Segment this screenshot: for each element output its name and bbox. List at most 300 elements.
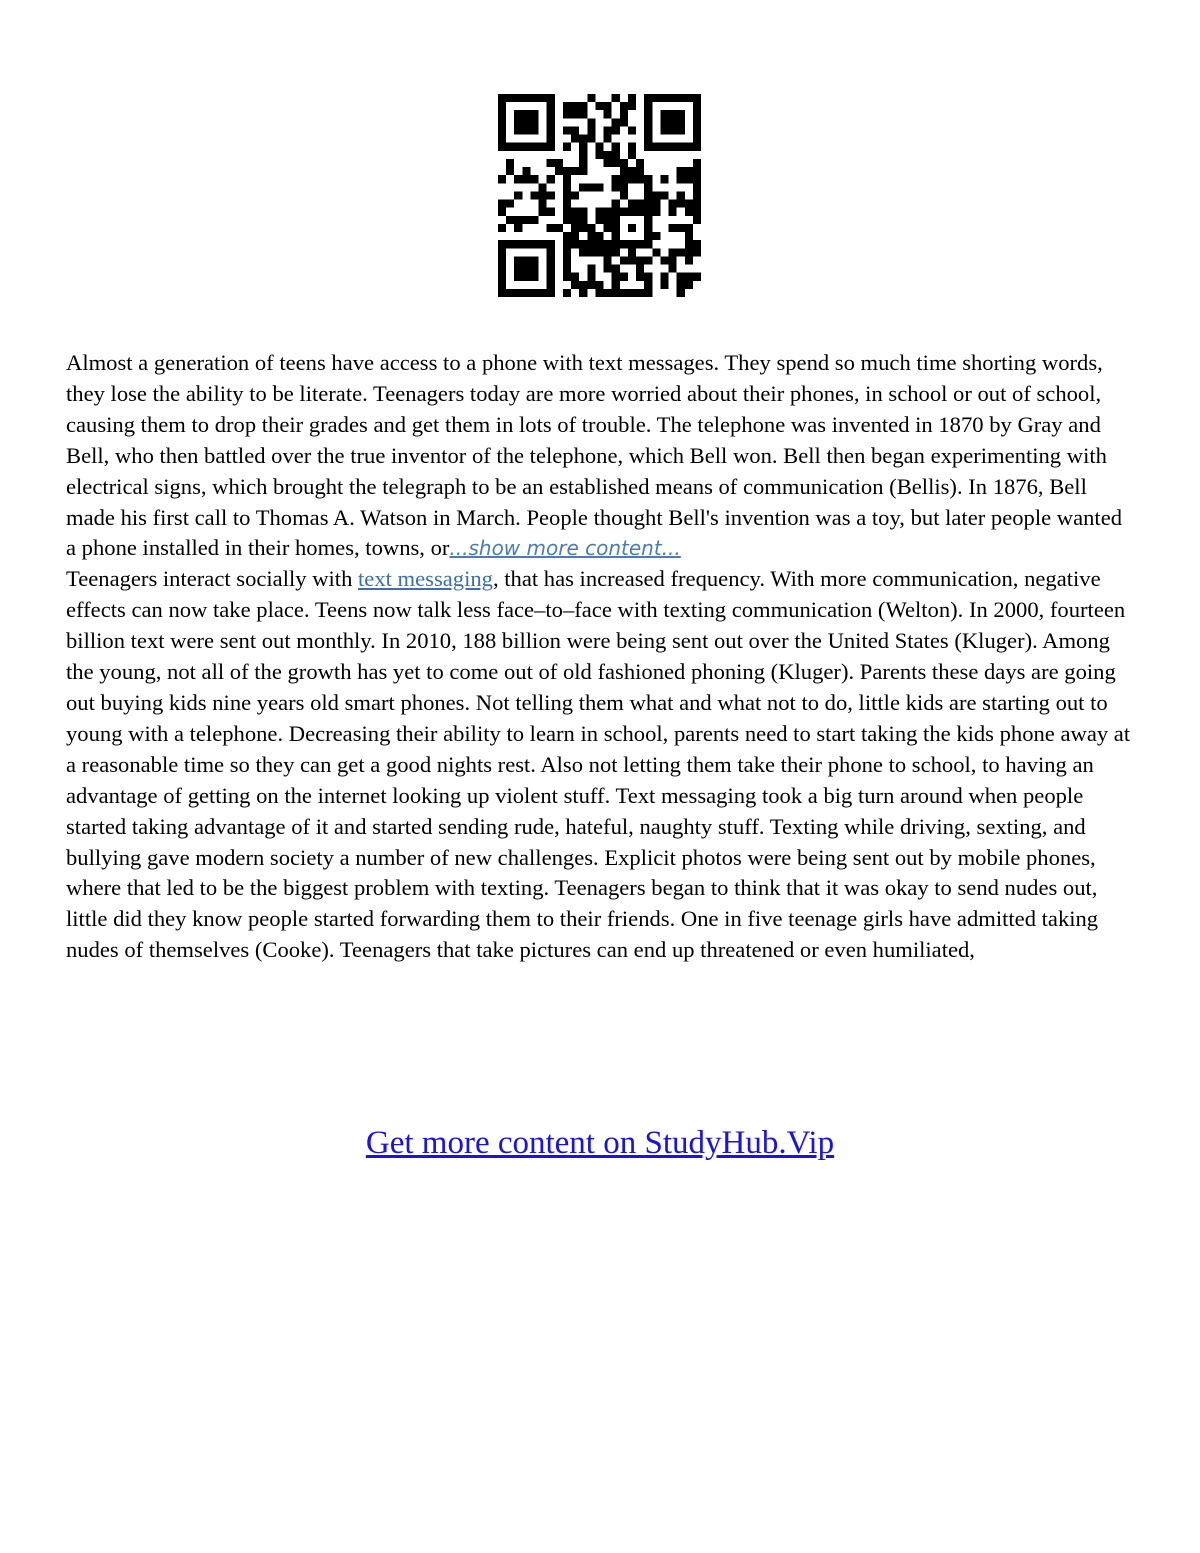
qr-module [604, 102, 612, 110]
qr-module [563, 248, 571, 256]
qr-module [547, 248, 555, 256]
qr-module [547, 102, 555, 110]
qr-module [677, 191, 685, 199]
qr-module [693, 183, 701, 191]
qr-module [644, 256, 652, 264]
qr-module [563, 208, 571, 216]
qr-module [644, 224, 652, 232]
qr-module [644, 240, 652, 248]
qr-module [539, 183, 547, 191]
show-more-content-link[interactable]: ...show more content... [449, 536, 681, 561]
qr-module [539, 200, 547, 208]
qr-module [669, 110, 677, 118]
qr-module [620, 102, 628, 110]
qr-module [595, 208, 603, 216]
qr-module [563, 167, 571, 175]
qr-module [644, 191, 652, 199]
qr-module [579, 289, 587, 297]
qr-module [620, 175, 628, 183]
qr-module [612, 289, 620, 297]
qr-module [579, 240, 587, 248]
qr-module [571, 273, 579, 281]
qr-module [693, 159, 701, 167]
qr-module [547, 175, 555, 183]
qr-module [644, 135, 652, 143]
qr-module [677, 143, 685, 151]
article-body [66, 348, 1134, 966]
qr-module [547, 281, 555, 289]
qr-module [579, 224, 587, 232]
qr-module [595, 289, 603, 297]
qr-module [547, 143, 555, 151]
qr-module [628, 102, 636, 110]
text-messaging-link[interactable]: text messaging [358, 566, 493, 592]
qr-module [587, 118, 595, 126]
qr-module [522, 265, 530, 273]
qr-module [677, 224, 685, 232]
qr-module [677, 94, 685, 102]
qr-module [636, 273, 644, 281]
qr-module [506, 240, 514, 248]
qr-module [522, 94, 530, 102]
qr-module [530, 191, 538, 199]
qr-module [612, 183, 620, 191]
qr-module [652, 208, 660, 216]
qr-module [547, 159, 555, 167]
qr-module [677, 110, 685, 118]
qr-module [677, 281, 685, 289]
qr-module [660, 143, 668, 151]
qr-module [604, 135, 612, 143]
qr-module [685, 248, 693, 256]
qr-module [604, 224, 612, 232]
qr-module [620, 167, 628, 175]
qr-module [530, 126, 538, 134]
qr-module [498, 200, 506, 208]
qr-module [644, 273, 652, 281]
qr-module [604, 256, 612, 264]
qr-module [514, 289, 522, 297]
qr-module [604, 248, 612, 256]
qr-module [677, 126, 685, 134]
qr-module [571, 102, 579, 110]
qr-module [644, 232, 652, 240]
qr-module [571, 232, 579, 240]
qr-module [685, 240, 693, 248]
qr-module [522, 240, 530, 248]
qr-module [685, 232, 693, 240]
qr-module [612, 240, 620, 248]
qr-module [693, 175, 701, 183]
qr-module [530, 143, 538, 151]
qr-module [693, 126, 701, 134]
qr-module [563, 191, 571, 199]
qr-module [539, 208, 547, 216]
qr-module [628, 289, 636, 297]
qr-module [579, 183, 587, 191]
qr-module [693, 248, 701, 256]
qr-module [677, 248, 685, 256]
qr-module [579, 216, 587, 224]
qr-module [612, 281, 620, 289]
qr-module [652, 232, 660, 240]
paragraph-intro [66, 348, 1134, 564]
qr-module [628, 94, 636, 102]
qr-module [498, 175, 506, 183]
qr-module [595, 183, 603, 191]
qr-module [514, 256, 522, 264]
qr-module [563, 216, 571, 224]
qr-module [506, 143, 514, 151]
qr-module [530, 175, 538, 183]
qr-module [555, 224, 563, 232]
qr-module [506, 94, 514, 102]
qr-module [587, 232, 595, 240]
qr-module [555, 159, 563, 167]
qr-module [604, 208, 612, 216]
qr-module [587, 240, 595, 248]
qr-module [514, 126, 522, 134]
qr-module [620, 208, 628, 216]
qr-module [693, 200, 701, 208]
qr-module [587, 126, 595, 134]
qr-module [612, 143, 620, 151]
qr-module [522, 289, 530, 297]
qr-module [498, 281, 506, 289]
qr-module [620, 289, 628, 297]
qr-module [547, 289, 555, 297]
qr-module [644, 110, 652, 118]
qr-module [677, 118, 685, 126]
qr-module [612, 200, 620, 208]
qr-module [685, 273, 693, 281]
qr-module [530, 240, 538, 248]
qr-module [563, 102, 571, 110]
qr-module [514, 110, 522, 118]
qr-module [579, 167, 587, 175]
qr-module [685, 208, 693, 216]
qr-module [522, 118, 530, 126]
qr-module [571, 126, 579, 134]
qr-module [563, 183, 571, 191]
qr-module [644, 183, 652, 191]
qr-module [660, 281, 668, 289]
qr-module [547, 265, 555, 273]
qr-module [587, 183, 595, 191]
qr-module [612, 265, 620, 273]
qr-code-icon [498, 94, 701, 297]
paragraph-main [66, 564, 1134, 966]
qr-module [498, 143, 506, 151]
qr-module [604, 289, 612, 297]
qr-module [636, 159, 644, 167]
qr-module [620, 240, 628, 248]
qr-module [563, 126, 571, 134]
qr-module [498, 248, 506, 256]
qr-module [620, 256, 628, 264]
qr-module [660, 175, 668, 183]
qr-module [571, 208, 579, 216]
qr-code-graphic [498, 94, 701, 297]
qr-module [522, 256, 530, 264]
qr-module [693, 167, 701, 175]
qr-module [539, 143, 547, 151]
qr-module [612, 94, 620, 102]
qr-module [547, 126, 555, 134]
qr-module [579, 248, 587, 256]
qr-module [514, 191, 522, 199]
qr-module [514, 143, 522, 151]
qr-module [644, 118, 652, 126]
qr-module [612, 126, 620, 134]
qr-module [604, 110, 612, 118]
qr-module [579, 281, 587, 289]
qr-module [677, 273, 685, 281]
qr-module [522, 110, 530, 118]
qr-module [628, 167, 636, 175]
qr-module [514, 224, 522, 232]
qr-module [498, 289, 506, 297]
qr-module [530, 265, 538, 273]
qr-module [612, 159, 620, 167]
qr-module [693, 208, 701, 216]
qr-module [563, 289, 571, 297]
qr-module [677, 175, 685, 183]
qr-module [571, 135, 579, 143]
qr-module [547, 224, 555, 232]
qr-module [498, 273, 506, 281]
qr-module [498, 118, 506, 126]
qr-module [693, 273, 701, 281]
qr-module [587, 273, 595, 281]
qr-module [628, 240, 636, 248]
qr-module [693, 135, 701, 143]
qr-module [693, 191, 701, 199]
qr-module [595, 151, 603, 159]
qr-module [620, 191, 628, 199]
qr-module [612, 151, 620, 159]
qr-module [547, 273, 555, 281]
qr-module [685, 94, 693, 102]
qr-module [604, 151, 612, 159]
qr-module [644, 208, 652, 216]
qr-module [644, 289, 652, 297]
qr-module [587, 281, 595, 289]
qr-module [644, 175, 652, 183]
qr-module [644, 94, 652, 102]
qr-module [530, 256, 538, 264]
qr-module [677, 200, 685, 208]
qr-module [595, 232, 603, 240]
qr-module [563, 273, 571, 281]
qr-module [636, 256, 644, 264]
qr-module [595, 240, 603, 248]
qr-module [522, 175, 530, 183]
qr-module [612, 273, 620, 281]
qr-module [685, 200, 693, 208]
qr-module [628, 256, 636, 264]
qr-module [636, 240, 644, 248]
paragraph-main-lead: Teenagers interact socially with [66, 566, 359, 592]
qr-module [530, 110, 538, 118]
qr-module [579, 102, 587, 110]
qr-module [587, 248, 595, 256]
qr-module [579, 151, 587, 159]
qr-module [506, 167, 514, 175]
qr-module [514, 265, 522, 273]
qr-module [587, 135, 595, 143]
qr-module [685, 281, 693, 289]
qr-module [693, 216, 701, 224]
qr-module [571, 240, 579, 248]
qr-module [563, 175, 571, 183]
qr-module [563, 143, 571, 151]
qr-module [636, 175, 644, 183]
qr-module [620, 273, 628, 281]
qr-module [530, 94, 538, 102]
qr-module [669, 118, 677, 126]
qr-module [685, 256, 693, 264]
qr-module [604, 240, 612, 248]
qr-module [563, 256, 571, 264]
qr-module [579, 135, 587, 143]
qr-module [563, 110, 571, 118]
qr-module [669, 126, 677, 134]
qr-module [652, 191, 660, 199]
qr-module [660, 126, 668, 134]
qr-module [652, 248, 660, 256]
qr-module [628, 175, 636, 183]
qr-module [579, 159, 587, 167]
qr-module [660, 273, 668, 281]
qr-module [571, 281, 579, 289]
qr-module [604, 159, 612, 167]
qr-module [628, 224, 636, 232]
qr-module [644, 102, 652, 110]
qr-module [595, 143, 603, 151]
qr-module [669, 143, 677, 151]
qr-module [628, 151, 636, 159]
qr-module [579, 208, 587, 216]
qr-module [539, 240, 547, 248]
qr-module [612, 118, 620, 126]
qr-module [652, 200, 660, 208]
qr-module [660, 110, 668, 118]
qr-module [620, 159, 628, 167]
qr-module [660, 191, 668, 199]
qr-module [628, 143, 636, 151]
qr-module [595, 281, 603, 289]
qr-module [660, 118, 668, 126]
qr-module [660, 94, 668, 102]
qr-module [677, 289, 685, 297]
qr-module [620, 110, 628, 118]
qr-module [547, 135, 555, 143]
qr-module [677, 167, 685, 175]
qr-module [612, 175, 620, 183]
qr-module [498, 126, 506, 134]
qr-module [498, 110, 506, 118]
qr-module [539, 289, 547, 297]
qr-module [547, 110, 555, 118]
qr-module [652, 94, 660, 102]
qr-module [628, 208, 636, 216]
qr-module [636, 289, 644, 297]
qr-module [522, 167, 530, 175]
qr-module [612, 216, 620, 224]
qr-module [612, 232, 620, 240]
qr-module [652, 143, 660, 151]
qr-module [669, 265, 677, 273]
qr-module [604, 126, 612, 134]
paragraph-main-body: , that has increased frequency. With more communication, negative effects can now take place. Teens now talk less face–to–face with texting communication (Welton). In 2000, fourteen billion text were sent out monthly. In 2010, 188 billion were being sent out over the United States (Kluger). Among the young, not all of the growth has yet to come out of old fashioned phoning (Kluger). Parents these days are going out buying kids nine years old smart phones. Not telling them what and what not to do, little kids are starting out to young with a telephone. Decreasing their ability to learn in school, parents need to start taking the kids phone away at a reasonable time so they can get a good nights rest. Also not letting them take their phone to school, to having an advantage of getting on the internet looking up violent stuff. Text messaging took a big turn around when people started taking advantage of it and started sending rude, hateful, naughty stuff. Texting while driving, sexting, and bullying gave modern society a number of new challenges. Explicit photos were being sent out by mobile phones, where that led to be the biggest problem with texting. Teenagers began to think that it was okay to send nudes out, little did they know people started forwarding them to their friends. One in five teenage girls have admitted taking nudes of themselves (Cooke). Teenagers that take pictures can end up threatened or even humiliated, [66, 566, 1131, 963]
qr-module [563, 200, 571, 208]
qr-module [498, 256, 506, 264]
footer [0, 1122, 1200, 1164]
qr-module [498, 135, 506, 143]
studyhub-link[interactable]: Get more content on StudyHub.Vip [365, 1125, 835, 1161]
qr-module [693, 240, 701, 248]
qr-module [547, 191, 555, 199]
qr-module [595, 248, 603, 256]
qr-module [628, 248, 636, 256]
qr-module [693, 118, 701, 126]
qr-module [660, 256, 668, 264]
qr-module [514, 216, 522, 224]
qr-module [571, 216, 579, 224]
qr-module [669, 94, 677, 102]
qr-module [669, 200, 677, 208]
qr-module [685, 143, 693, 151]
qr-module [530, 273, 538, 281]
qr-module [669, 208, 677, 216]
qr-module [587, 224, 595, 232]
qr-module [571, 191, 579, 199]
qr-module [506, 159, 514, 167]
qr-module [628, 200, 636, 208]
qr-module [587, 265, 595, 273]
qr-module [636, 200, 644, 208]
qr-module [685, 175, 693, 183]
qr-module [579, 143, 587, 151]
qr-module [612, 248, 620, 256]
qr-module [522, 143, 530, 151]
qr-module [563, 240, 571, 248]
paragraph-intro-text: Almost a generation of teens have access to a phone with text messages. They spend so much time shorting words, they lose the ability to be literate. Teenagers today are more worried about their phones, in school or out of school, causing them to drop their grades and get them in lots of trouble. The telephone was invented in 1870 by Gray and Bell, who then battled over the true inventor of the telephone, which Bell won. Bell then began experimenting with electrical signs, which brought the telegraph to be an established means of communication (Bellis). In 1876, Bell made his first call to Thomas A. Watson in March. People thought Bell's invention was a toy, but later people wanted a phone installed in their homes, towns, or [66, 350, 1123, 561]
qr-module [604, 265, 612, 273]
qr-module [522, 126, 530, 134]
qr-module [498, 224, 506, 232]
qr-module [693, 110, 701, 118]
qr-module [612, 224, 620, 232]
qr-module [628, 126, 636, 134]
qr-module [669, 256, 677, 264]
qr-module [514, 118, 522, 126]
qr-module [620, 118, 628, 126]
qr-module [498, 240, 506, 248]
qr-module [514, 175, 522, 183]
qr-module [498, 94, 506, 102]
qr-module [612, 208, 620, 216]
qr-module [644, 200, 652, 208]
qr-module [644, 143, 652, 151]
qr-module [604, 216, 612, 224]
qr-module [587, 94, 595, 102]
qr-module [522, 273, 530, 281]
qr-module [669, 224, 677, 232]
qr-module [547, 256, 555, 264]
qr-module [644, 281, 652, 289]
